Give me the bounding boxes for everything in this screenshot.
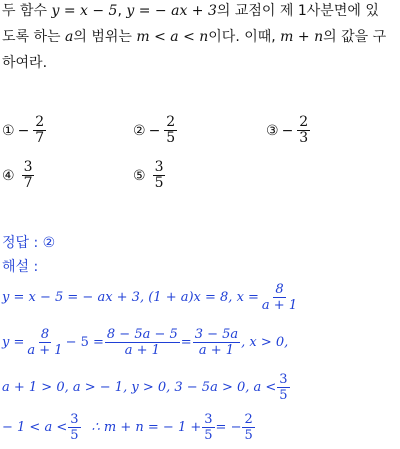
equation-1: y = x − 5 (51, 3, 118, 19)
solution-line-2: y = $\frac{8}{a + 1}$ − 5 = $\frac{8 - 5a - 5}{a + 1}$ = $\frac{3 - 5a}{a + 1}$ , x > 0, (2, 327, 289, 358)
fraction: $\frac{2}{5}$ (244, 412, 253, 443)
option-marker: ③ (266, 122, 279, 139)
solution-line-4: − 1 < a < $\frac{3}{5}$ ∴ m + n = − 1 + $\frac{3}{5}$ = − $\frac{2}{5}$ (2, 412, 253, 443)
fraction: $\frac{8}{a + 1}$ (27, 327, 63, 358)
option-sign: − (17, 122, 30, 139)
answer-line (2, 232, 55, 252)
fraction: $\frac{3}{5}$ (279, 372, 288, 403)
option-2[interactable] (133, 115, 178, 146)
option-fraction: $\frac{2}{5}$ (166, 114, 176, 146)
option-5[interactable] (133, 160, 166, 191)
answer-value: ② (42, 235, 56, 251)
explanation-label: 해설 : (2, 259, 39, 275)
question-line-2: 도록 하는 a의 범위는 m < a < n이다. 이때, m + n의 값을 구 (2, 29, 387, 45)
option-4[interactable] (2, 160, 35, 191)
answer-label: 정답 : (2, 235, 43, 251)
question-line-3: 하여라. (2, 55, 48, 71)
option-fraction: $\frac{3}{7}$ (23, 159, 33, 191)
option-fraction: $\frac{2}{3}$ (299, 114, 309, 146)
fraction: $\frac{3}{5}$ (70, 412, 79, 443)
question-line-1: 두 함수 y = x − 5, y = − ax + 3의 교점이 제 1사분면에 있 (2, 3, 379, 19)
solution-line-1: y = x − 5 = − ax + 3, (1 + a)x = 8, x = $\frac{8}{a + 1}$ (2, 282, 298, 313)
range-inequality: m < a < n (136, 29, 209, 45)
solution-line-3: a + 1 > 0, a > − 1, y > 0, 3 − 5a > 0, a < $\frac{3}{5}$ (2, 372, 288, 403)
option-marker: ② (133, 122, 146, 139)
fraction: $\frac{8 - 5a - 5}{a + 1}$ (106, 327, 178, 358)
option-1[interactable] (2, 115, 47, 146)
fraction: $\frac{3 - 5a}{a + 1}$ (194, 327, 239, 358)
option-3[interactable] (266, 115, 311, 146)
option-sign: − (281, 122, 294, 139)
option-marker: ④ (2, 167, 15, 184)
option-marker: ① (2, 122, 15, 139)
option-fraction: $\frac{3}{5}$ (154, 159, 164, 191)
equation-2: y = − ax + 3 (126, 3, 217, 19)
option-fraction: $\frac{2}{7}$ (35, 114, 45, 146)
fraction: $\frac{8}{a + 1}$ (261, 282, 298, 313)
option-marker: ⑤ (133, 167, 146, 184)
option-sign: − (148, 122, 161, 139)
fraction: $\frac{3}{5}$ (204, 412, 213, 443)
